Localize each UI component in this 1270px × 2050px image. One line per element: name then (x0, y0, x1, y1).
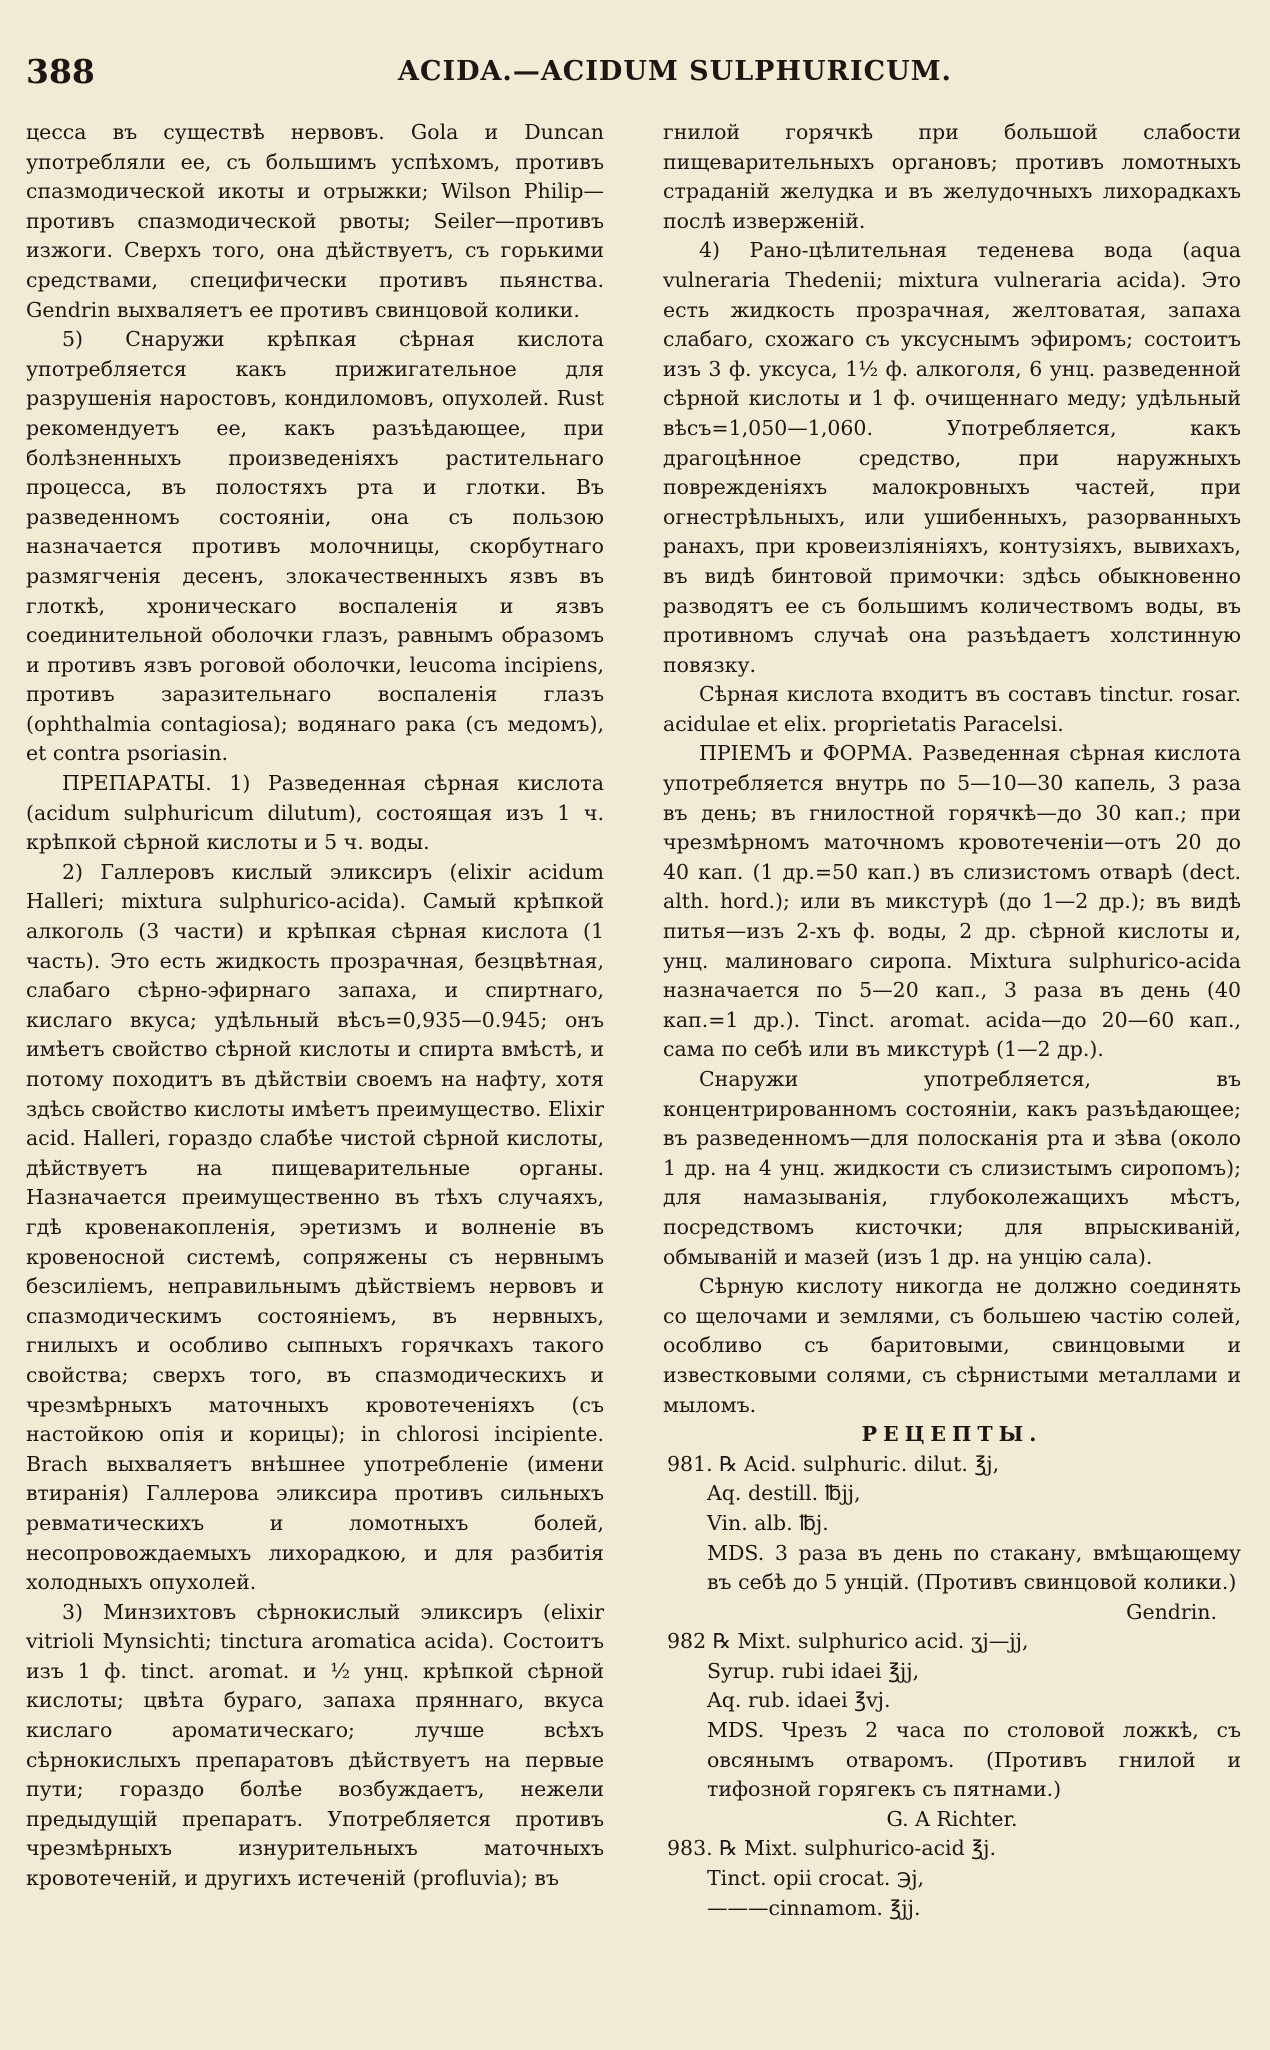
recipe-author: G. A Richter. (886, 1806, 1018, 1831)
right-column (663, 118, 1241, 1923)
paragraph: ПРІЕМЪ и ФОРМА. Разведенная сѣрная кислота употребляется внутрь по 5—10—30 капель, 3 раза въ день; въ гнилостной горячкѣ—до 30 кап.; при чрезмѣрномъ маточномъ кровотеченіи—отъ 20 до 40 кап. (1 др.=50 кап.) въ слизистомъ отварѣ (dect. alth. hord.); или въ микстурѣ (до 1—2 др.); въ видѣ питья—изъ 2-хъ ф. воды, 2 др. сѣрной кислоты и, унц. малиноваго сиропа. Mixtura sulphurico-acida назначается по 5—20 кап., 3 раза въ день (40 кап.=1 др.). Tinct. aromat. acida—до 20—60 кап., сама по себѣ или въ микстурѣ (1—2 др.). (663, 741, 1241, 1062)
recipe-signature: MDS. Чрезъ 2 часа по столовой ложкѣ, съ овсянымъ отваромъ. (Противъ гнилой и тифозной горягекъ съ пятнами.) (707, 1718, 1241, 1802)
paragraph: 5) Снаружи крѣпкая сѣрная кислота употребляется какъ прижигательное для разрушенія наростовъ, кондиломовъ, опухолей. Rust рекомендуетъ ее, какъ разъѣдающее, при болѣзненныхъ произведеніяхъ растительнаго процесса, въ полостяхъ рта и глотки. Въ разведенномъ состояніи, она съ пользою назначается противъ молочницы, скорбутнаго размягченія десенъ, злокачественныхъ язвъ въ глоткѣ, хроническаго воспаленія и язвъ соединительной оболочки глазъ, равнымъ образомъ и противъ язвъ роговой оболочки, leucoma incipiens, противъ заразительнаго воспаленія глазъ (ophthalmia contagiosa); водянаго рака (съ медомъ), et contra psoriasin. (26, 327, 604, 766)
recipe-line: Vin. alb. ℔j. (707, 1510, 829, 1535)
paragraph: Снаружи употребляется, въ концентрированномъ состояніи, какъ разъѣдающее; въ разведенномъ—для полосканія рта и зѣва (около 1 др. на 4 унц. жидкости съ слизистымъ сиропомъ); для намазыванія, глубоколежащихъ мѣстъ, посредствомъ кисточки; для впрыскиваній, обмываній и мазей (изъ 1 др. на унцію сала). (663, 1067, 1241, 1269)
paragraph: Сѣрная кислота входитъ въ составъ tinctur. rosar. acidulae et elix. proprietatis Paracelsi. (663, 682, 1241, 736)
recipe-983 (663, 1834, 1241, 1923)
paragraph: гнилой горячкѣ при большой слабости пищеварительныхъ органовъ; противъ ломотныхъ страданій желудка и въ желудочныхъ лихорадкахъ послѣ изверженій. (663, 120, 1241, 233)
recipe-line: Aq. rub. idaei ℥vj. (707, 1688, 891, 1713)
page-header (20, 52, 1250, 92)
recipe-line: Syrup. rubi idaei ℥jj, (707, 1658, 920, 1683)
recipes-heading: РЕЦЕПТЫ. (861, 1422, 1043, 1447)
recipe-981 (663, 1450, 1241, 1628)
recipe-line: ———cinnamom. ℥jj. (707, 1895, 921, 1920)
paragraph: цесса въ существѣ нервовъ. Gola и Duncan употребляли ее, съ большимъ успѣхомъ, противъ спазмодической икоты и отрыжки; Wilson Philip—противъ спазмодической рвоты; Seiler—противъ изжоги. Сверхъ того, она дѣйствуетъ, съ горькими средствами, специфически противъ пьянства. Gendrin выхваляетъ ее противъ свинцовой колики. (26, 120, 604, 322)
left-column (26, 118, 604, 1894)
recipe-982 (663, 1627, 1241, 1834)
recipe-author: Gendrin. (1126, 1599, 1217, 1624)
paragraph: 4) Рано-цѣлительная теденева вода (aqua vulneraria Thedenii; mixtura vulneraria acida). Это есть жидкость прозрачная, желтоватая, запаха слабаго, схожаго съ уксуснымъ эфиромъ; состоитъ изъ 3 ф. уксуса, 1½ ф. алкоголя, 6 унц. разведенной сѣрной кислоты и 1 ф. очищеннаго меду; удѣльный вѣсъ=1,050—1,060. Употребляется, какъ драгоцѣнное средство, при наружныхъ поврежденіяхъ малокровныхъ частей, при огнестрѣльныхъ, или ушибенныхъ, разорванныхъ ранахъ, при кровеизліяніяхъ, контузіяхъ, вывихахъ, въ видѣ бинтовой примочки: здѣсь обыкновенно разводятъ ее съ большимъ количествомъ воды, въ противномъ случаѣ она разъѣдаетъ холстинную повязку. (663, 238, 1241, 677)
running-title: ACIDA.—ACIDUM SULPHURICUM. (398, 56, 952, 87)
paragraph: Сѣрную кислоту никогда не должно соединять со щелочами и землями, съ большею частію солей, особливо съ баритовыми, свинцовыми и известковыми солями, съ сѣрнистыми металлами и мыломъ. (663, 1274, 1241, 1417)
recipe-line: 981. ℞ Acid. sulphuric. dilut. ℥j, (667, 1451, 1000, 1476)
paragraph: ПРЕПАРАТЫ. 1) Разведенная сѣрная кислота (acidum sulphuricum dilutum), состоящая изъ 1 ч. крѣпкой сѣрной кислоты и 5 ч. воды. (26, 771, 604, 855)
recipe-line: 982 ℞ Mixt. sulphurico acid. ʒj—jj, (667, 1629, 1029, 1654)
page-number: 388 (26, 52, 95, 91)
recipe-line: Aq. destill. ℔jj, (707, 1481, 861, 1506)
recipe-line: Tinct. opii crocat. ℈j, (707, 1866, 925, 1891)
paragraph: 3) Минзихтовъ сѣрнокислый эликсиръ (elixir vitrioli Mynsichti; tinctura aromatica acida). Состоитъ изъ 1 ф. tinct. aromat. и ½ унц. крѣпкой сѣрной кислоты; цвѣта бураго, запаха пряннаго, вкуса кислаго ароматическаго; лучше всѣхъ сѣрнокислыхъ препаратовъ дѣйствуетъ на первые пути; гораздо болѣе возбуждаетъ, нежели предыдущій препаратъ. Употребляется противъ чрезмѣрныхъ изнурительныхъ маточныхъ кровотеченій, и другихъ истеченій (profluvia); въ (26, 1599, 604, 1891)
recipe-signature: MDS. 3 раза въ день по стакану, вмѣщающему въ себѣ до 5 унцій. (Противъ свинцовой колики.) (707, 1540, 1241, 1595)
recipe-line: 983. ℞ Mixt. sulphurico-acid ℥j. (667, 1836, 996, 1861)
paragraph: 2) Галлеровъ кислый эликсиръ (elixir acidum Halleri; mixtura sulphurico-acida). Самый крѣпкой алкоголь (3 части) и крѣпкая сѣрная кислота (1 часть). Это есть жидкость прозрачная, безцвѣтная, слабаго сѣрно-эфирнаго запаха, и спиртнаго, кислаго вкуса; удѣльный вѣсъ=0,935—0.945; онъ имѣетъ свойство сѣрной кислоты и спирта вмѣстѣ, и потому походитъ въ дѣйствіи своемъ на нафту, хотя здѣсь свойство кислоты имѣетъ преимущество. Elixir acid. Halleri, гораздо слабѣе чистой сѣрной кислоты, дѣйствуетъ на пищеварительные органы. Назначается преимущественно въ тѣхъ случаяхъ, гдѣ кровенакопленія, эретизмъ и волненіе въ кровеносной системѣ, сопряжены съ нервнымъ безсиліемъ, неправильнымъ дѣйствіемъ нервовъ и спазмодическимъ состояніемъ, въ нервныхъ, гнилыхъ и особливо сыпныхъ горячкахъ такого свойства; сверхъ того, въ спазмодическихъ и чрезмѣрныхъ маточныхъ кровотеченіяхъ (съ настойкою опія и корицы); in chlorosi incipiente. Brach выхваляетъ внѣшнее употребленіе (имени втиранія) Галлерова эликсира противъ сильныхъ ревматическихъ и ломотныхъ болей, несопровождаемыхъ лихорадкою, и для разбитія холодныхъ опухолей. (26, 859, 604, 1595)
